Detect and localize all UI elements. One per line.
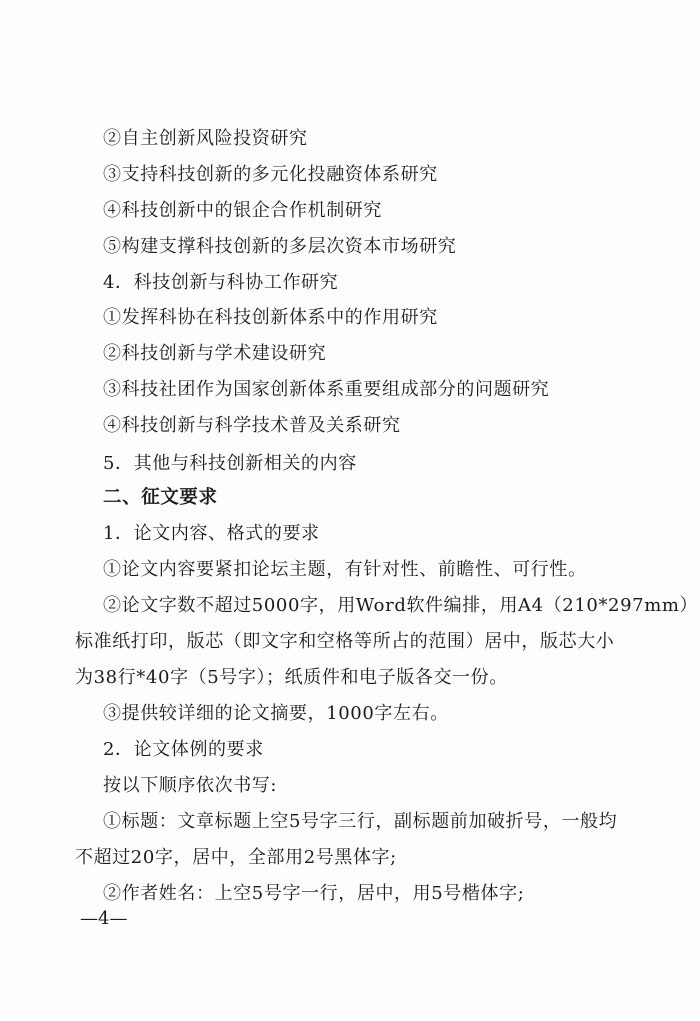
text-line: ④科技创新中的银企合作机制研究: [103, 200, 382, 221]
text-line: ③支持科技创新的多元化投融资体系研究: [103, 164, 438, 185]
text-line: ③提供较详细的论文摘要，1000字左右。: [103, 703, 449, 724]
section-subheading: 1．论文内容、格式的要求: [103, 523, 320, 544]
text-line: ②论文字数不超过5000字，用Word软件编排，用A4（210*297mm）: [103, 595, 699, 616]
text-line: ②科技创新与学术建设研究: [103, 343, 327, 364]
text-line: 为38行*40字（5号字）；纸质件和电子版各交一份。: [75, 667, 508, 688]
text-line: 标准纸打印，版芯（即文字和空格等所占的范围）居中，版芯大小: [75, 631, 615, 652]
text-line: ④科技创新与科学技术普及关系研究: [103, 415, 401, 436]
section-subheading: 2．论文体例的要求: [103, 739, 264, 760]
section-heading: 二、征文要求: [103, 487, 218, 508]
section-subheading: 4．科技创新与科协工作研究: [103, 272, 339, 293]
text-line: ⑤构建支撑科技创新的多层次资本市场研究: [103, 236, 457, 257]
text-line: ①论文内容要紧扣论坛主题，有针对性、前瞻性、可行性。: [103, 559, 587, 580]
text-line: 不超过20字，居中，全部用2号黑体字;: [75, 847, 397, 868]
text-line: ①标题：文章标题上空5号字三行，副标题前加破折号，一般均: [103, 811, 618, 832]
text-line: ②自主创新风险投资研究: [103, 128, 308, 149]
text-line: ①发挥科协在科技创新体系中的作用研究: [103, 307, 438, 328]
text-line: ②作者姓名：上空5号字一行，居中，用5号楷体字;: [103, 883, 525, 904]
page-number: —4—: [80, 908, 128, 929]
section-subheading: 5．其他与科技创新相关的内容: [103, 453, 357, 474]
text-line: 按以下顺序依次书写:: [103, 775, 278, 796]
text-line: ③科技社团作为国家创新体系重要组成部分的问题研究: [103, 379, 550, 400]
